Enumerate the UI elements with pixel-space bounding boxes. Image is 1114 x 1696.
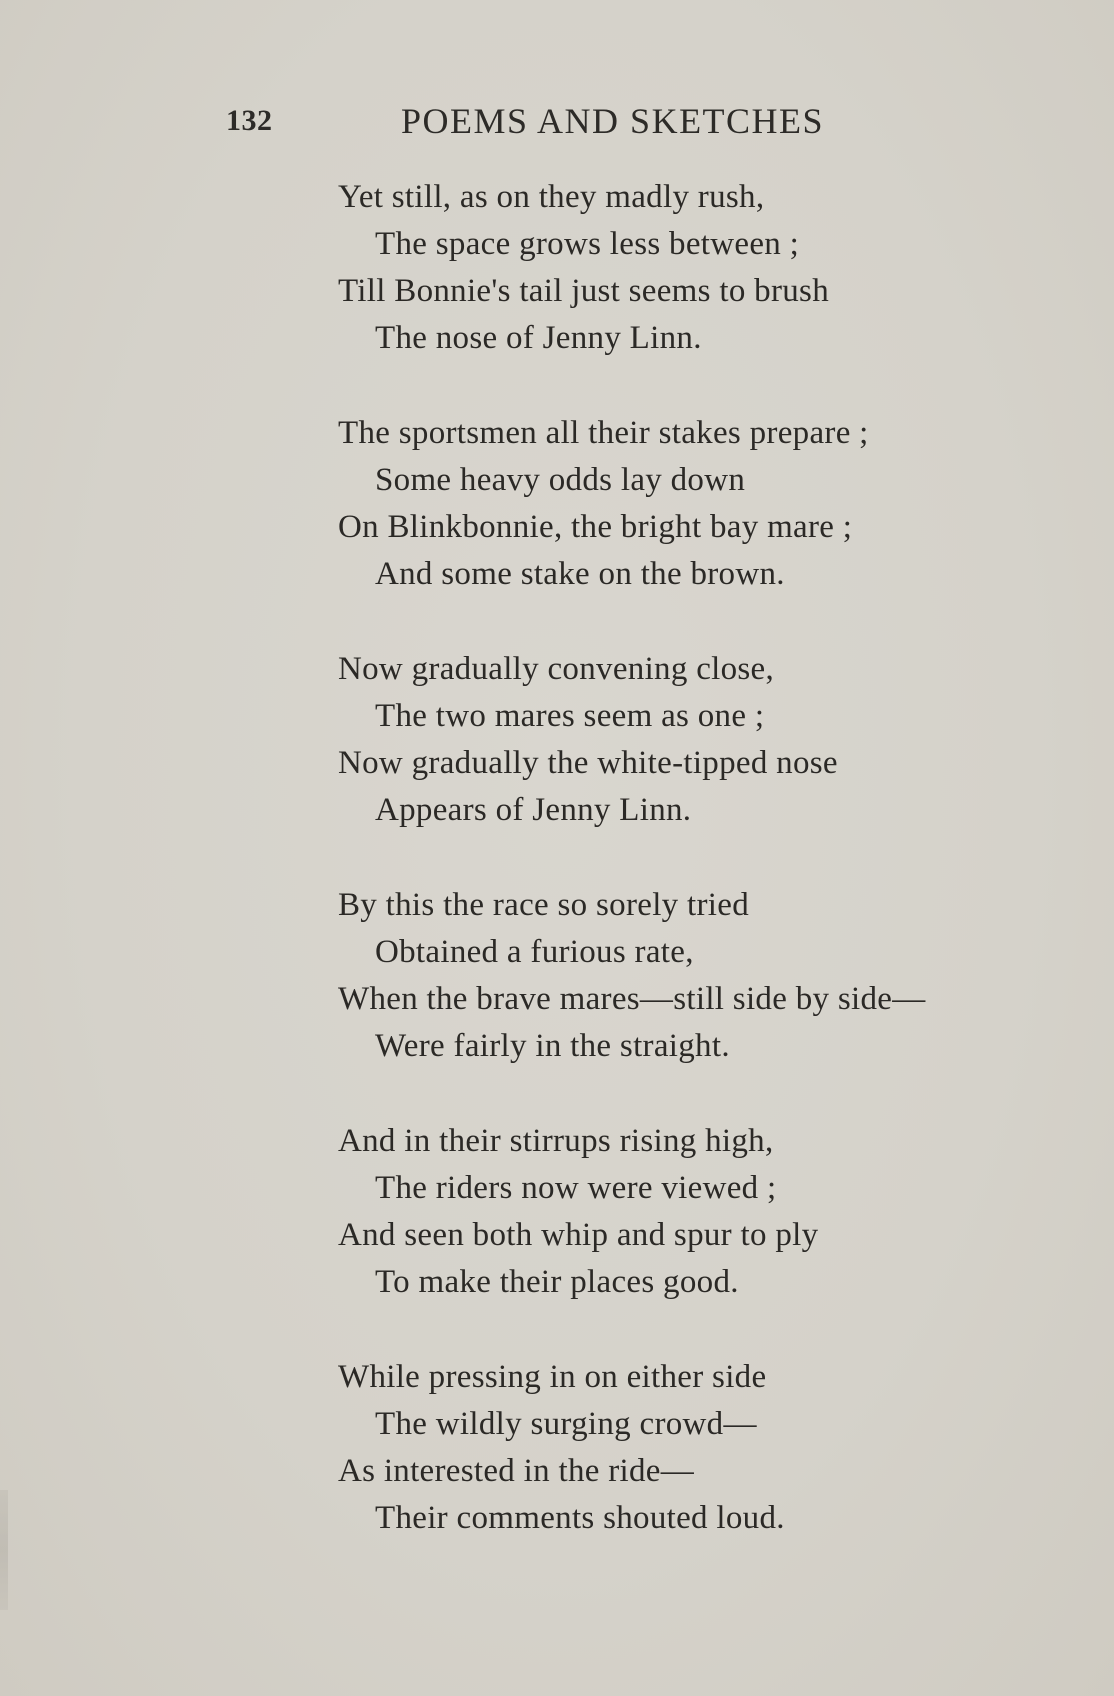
poem-line: As interested in the ride—	[338, 1453, 695, 1489]
stanza	[338, 174, 1078, 362]
poem-line: By this the race so sorely tried	[338, 887, 749, 923]
poem-line: Till Bonnie's tail just seems to brush	[338, 273, 829, 309]
page-edge-mark	[0, 1490, 8, 1610]
poem-line: Appears of Jenny Linn.	[375, 792, 692, 828]
poem-line: Yet still, as on they madly rush,	[338, 179, 765, 215]
poem-line: Their comments shouted loud.	[375, 1500, 785, 1536]
running-head-title: POEMS AND SKETCHES	[401, 101, 825, 141]
poem-body	[338, 174, 1078, 1590]
poem-line: Now gradually convening close,	[338, 651, 775, 687]
stanza	[338, 646, 1078, 834]
poem-line: And in their stirrups rising high,	[338, 1123, 774, 1159]
poem-line: The two mares seem as one ;	[375, 698, 765, 734]
poem-line: Were fairly in the straight.	[375, 1028, 730, 1064]
stanza	[338, 410, 1078, 598]
poem-line: On Blinkbonnie, the bright bay mare ;	[338, 509, 853, 545]
stanza	[338, 882, 1078, 1070]
poem-line: Some heavy odds lay down	[375, 462, 746, 498]
stanza	[338, 1118, 1078, 1306]
poem-line: The riders now were viewed ;	[375, 1170, 777, 1206]
poem-line: And seen both whip and spur to ply	[338, 1217, 819, 1253]
poem-line: And some stake on the brown.	[375, 556, 785, 592]
poem-line: The space grows less between ;	[375, 226, 800, 262]
stanza	[338, 1354, 1078, 1542]
poem-line: The sportsmen all their stakes prepare ;	[338, 415, 869, 451]
poem-line: The nose of Jenny Linn.	[375, 320, 702, 356]
poem-line: When the brave mares—still side by side—	[338, 981, 926, 1017]
poem-line: While pressing in on either side	[338, 1359, 767, 1395]
poem-line: Now gradually the white-tipped nose	[338, 745, 838, 781]
page-number: 132	[226, 104, 273, 137]
poem-line: Obtained a furious rate,	[375, 934, 694, 970]
poem-line: The wildly surging crowd—	[375, 1406, 757, 1442]
poem-line: To make their places good.	[375, 1264, 739, 1300]
